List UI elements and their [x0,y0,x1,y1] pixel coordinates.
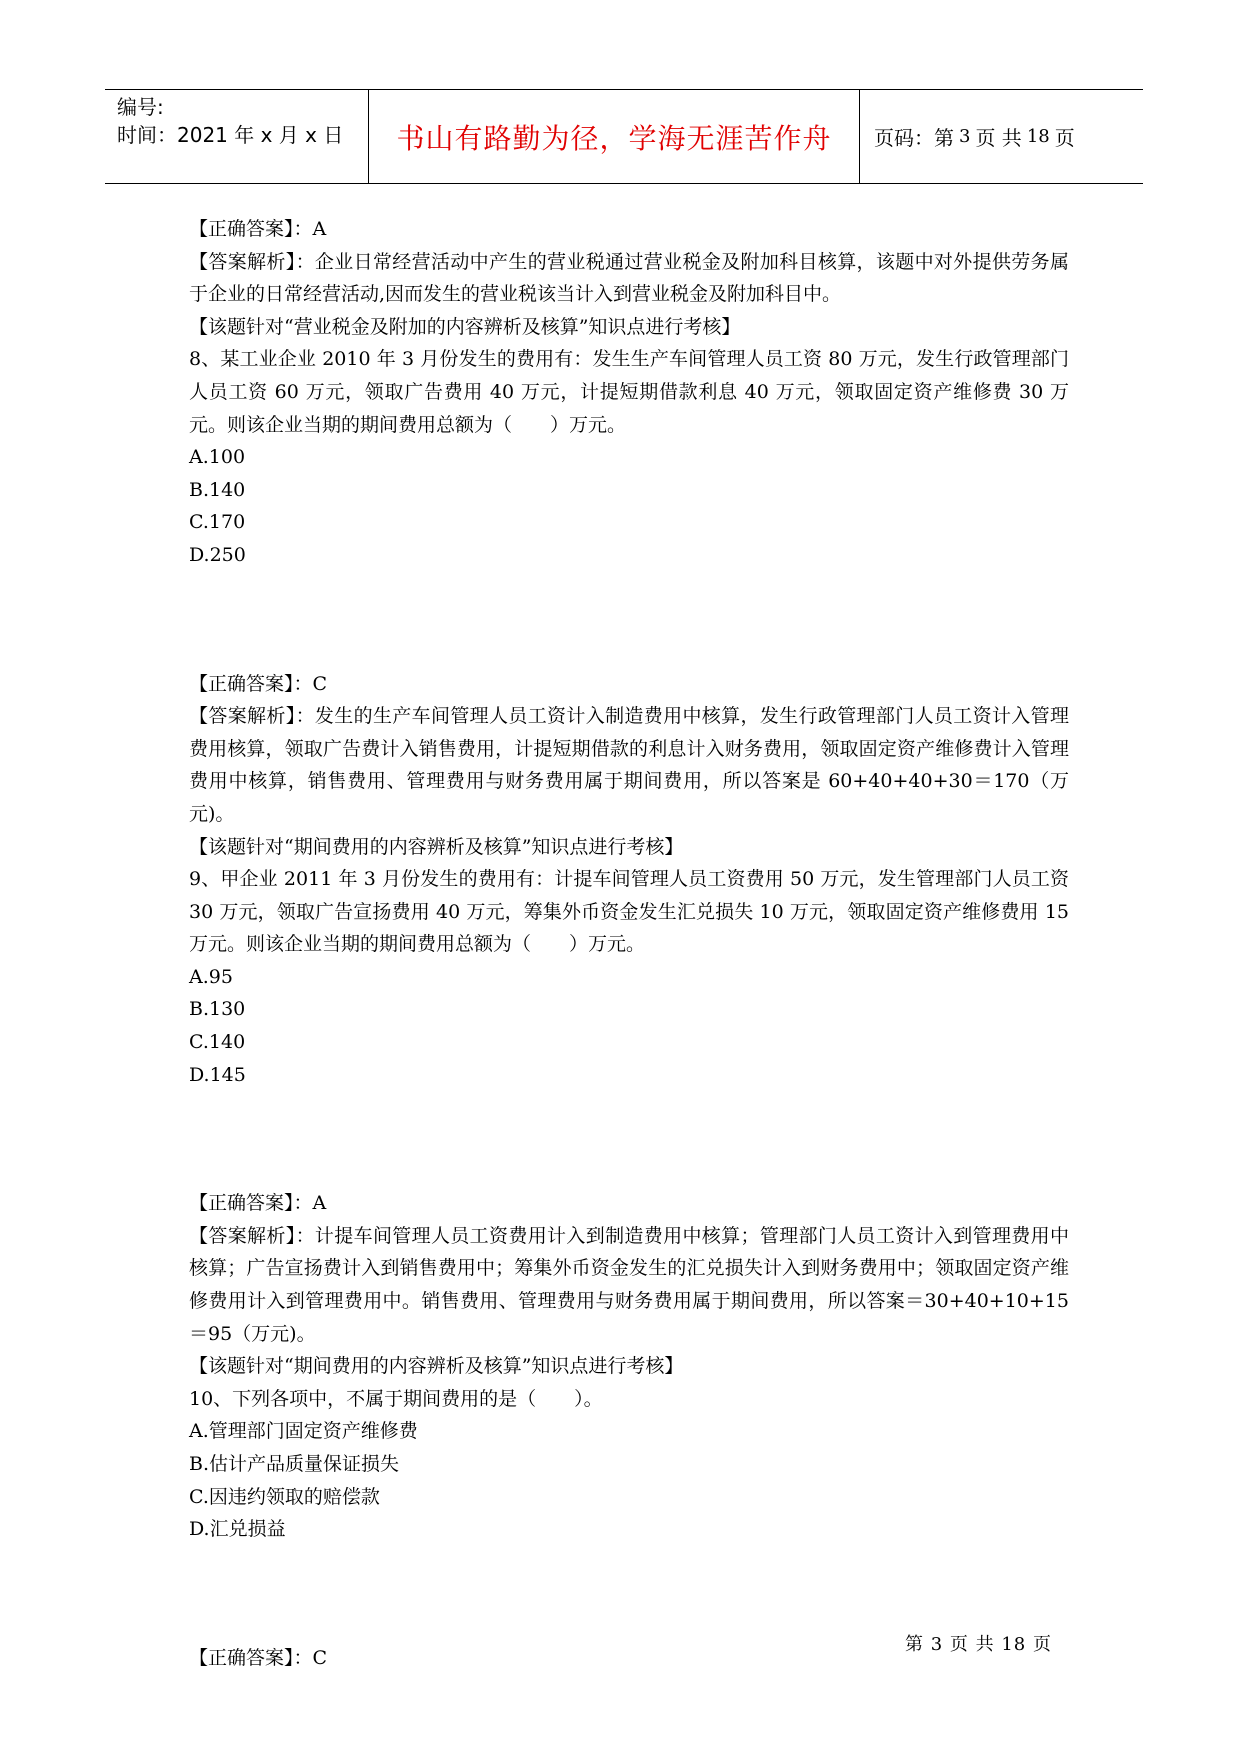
page-mid: 页 共 [975,126,1022,150]
page-footer: 第 3 页 共 18 页 [905,1634,1052,1655]
q9-analysis: 【答案解析】：计提车间管理人员工资费用计入到制造费用中核算；管理部门人员工资计入到管理费用中核算；广告宣扬费计入到销售费用中；筹集外币资金发生的汇兑损失计入到财务费用中；领取固定资产维修费用计入到管理费用中。销售费用、管理费用与财务费用属于期间费用，所以答案＝30+40+10+15＝95（万元)。 [189,1224,1069,1345]
header-page-number [860,90,1143,183]
q10-answer: 【正确答案】：C [189,1646,328,1669]
q9-topic: 【该题针对“期间费用的内容辨析及核算”知识点进行考核】 [189,1355,684,1378]
time-label: 时间：2021 年 x 月 x 日 [117,123,344,147]
q8-option-b: B.140 [189,478,246,501]
page-header [105,89,1143,184]
page-current: 3 [959,126,971,147]
q10-option-c: C.因违约领取的赔偿款 [189,1485,380,1508]
q8-question: 8、某工业企业 2010 年 3 月份发生的费用有：发生生产车间管理人员工资 80 万元，发生行政管理部门人员工资 60 万元，领取广告费用 40 万元，计提短期借款利息 40 万元，领取固定资产维修费 30 万元。则该企业当期的期间费用总额为（ ）万元。 [189,348,1069,436]
q9-option-c: C.140 [189,1031,246,1054]
page-prefix: 页码：第 [874,126,954,150]
q8-answer: 【正确答案】：C [189,672,328,695]
q9-option-b: B.130 [189,998,246,1021]
q7-analysis: 【答案解析】：企业日常经营活动中产生的营业税通过营业税金及附加科目核算，该题中对外提供劳务属于企业的日常经营活动,因而发生的营业税该当计入到营业税金及附加科目中。 [189,250,1069,306]
q10-option-b: B.估计产品质量保证损失 [189,1453,400,1475]
number-label: 编号: [117,95,164,119]
q8-option-c: C.170 [189,511,246,534]
q10-question: 10、下列各项中，不属于期间费用的是（ ）。 [189,1387,603,1410]
document-body [189,213,1069,1674]
q9-question: 9、甲企业 2011 年 3 月份发生的费用有：计提车间管理人员工资费用 50 万元，发生管理部门人员工资 30 万元，领取广告宣扬费用 40 万元，筹集外币资金发生汇兑损失 10 万元，领取固定资产维修费用 15 万元。则该企业当期的期间费用总额为（ ）万元。 [189,868,1069,956]
q8-option-a: A.100 [189,446,246,469]
q8-option-d: D.250 [189,543,246,566]
spacer [189,572,1069,668]
q8-analysis: 【答案解析】：发生的生产车间管理人员工资计入制造费用中核算，发生行政管理部门人员工资计入管理费用核算，领取广告费计入销售费用，计提短期借款的利息计入财务费用，领取固定资产维修费计入管理费用中核算，销售费用、管理费用与财务费用属于期间费用，所以答案是 60+40+40+30＝170（万元)。 [189,705,1069,825]
q8-topic: 【该题针对“期间费用的内容辨析及核算”知识点进行考核】 [189,835,684,858]
q9-option-a: A.95 [189,965,233,988]
header-meta [105,90,369,183]
q7-topic: 【该题针对“营业税金及附加的内容辨析及核算”知识点进行考核】 [189,315,741,338]
q9-option-d: D.145 [189,1063,246,1086]
q9-answer: 【正确答案】：A [189,1192,327,1215]
spacer [189,1091,1069,1187]
q10-option-a: A.管理部门固定资产维修费 [189,1420,418,1443]
header-motto: 书山有路勤为径，学海无涯苦作舟 [369,90,860,183]
page-total: 18 [1026,126,1050,147]
page-suffix: 页 [1054,126,1075,150]
spacer [189,1546,1069,1642]
q7-answer: 【正确答案】：A [189,218,327,240]
q10-option-d: D.汇兑损益 [189,1518,286,1541]
